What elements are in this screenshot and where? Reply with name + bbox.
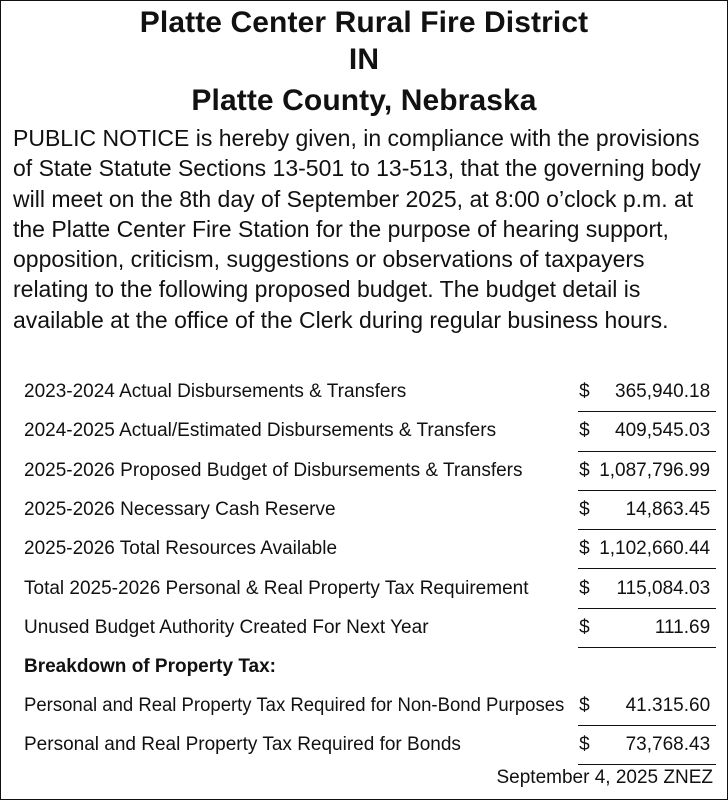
budget-row-label: 2024-2025 Actual/Estimated Disbursements & Transfers bbox=[24, 420, 497, 442]
budget-row bbox=[24, 451, 716, 490]
budget-row bbox=[24, 373, 716, 412]
budget-row-amount: 115,084.03 bbox=[616, 577, 711, 599]
budget-row-label: Total 2025-2026 Personal & Real Property Tax Requirement bbox=[24, 577, 529, 599]
breakdown-row-label: Personal and Real Property Tax Required for Non-Bond Purposes bbox=[24, 694, 565, 716]
budget-row-amount-cell bbox=[578, 569, 716, 608]
breakdown-row-amount: 73,768.43 bbox=[625, 733, 711, 755]
budget-row-amount-cell bbox=[578, 373, 716, 412]
budget-row bbox=[24, 490, 716, 529]
budget-row-amount: 409,545.03 bbox=[615, 420, 711, 442]
budget-row bbox=[24, 530, 716, 569]
currency-symbol: $ bbox=[579, 538, 590, 560]
budget-row bbox=[24, 608, 716, 647]
notice-title-line3: Platte County, Nebraska bbox=[191, 84, 537, 117]
currency-symbol: $ bbox=[579, 499, 590, 521]
budget-row-amount: 111.69 bbox=[654, 616, 711, 638]
budget-row bbox=[24, 412, 716, 451]
budget-row-amount: 365,940.18 bbox=[615, 381, 711, 403]
notice-body: PUBLIC NOTICE is hereby given, in compliance with the provisions of State Statute Sections 13-501 to 13-513, that the governing body will meet on the 8th day of September 2025, at 8:00 o’clock p.m. at the Platte Center Fire Station for the purpose of hearing support, opposition, criticism, suggestions or observations of taxpayers relating to the following proposed budget. The budget detail is available at the office of the Clerk during regular business hours. bbox=[13, 125, 701, 333]
budget-row-label: 2023-2024 Actual Disbursements & Transfers bbox=[24, 381, 407, 403]
breakdown-row-label: Personal and Real Property Tax Required for Bonds bbox=[24, 733, 461, 755]
budget-row-label: 2025-2026 Necessary Cash Reserve bbox=[24, 499, 336, 521]
currency-symbol: $ bbox=[579, 733, 590, 755]
breakdown-row bbox=[24, 686, 716, 725]
currency-symbol: $ bbox=[579, 420, 590, 442]
budget-row-amount-cell bbox=[578, 451, 716, 490]
currency-symbol: $ bbox=[579, 577, 590, 599]
budget-row-amount: 1,087,796.99 bbox=[599, 459, 711, 481]
budget-row-amount-cell bbox=[578, 608, 716, 647]
budget-row-label: Unused Budget Authority Created For Next Year bbox=[24, 616, 429, 638]
breakdown-row bbox=[24, 725, 716, 764]
breakdown-row-amount-cell bbox=[578, 725, 716, 764]
publication-footer: September 4, 2025 ZNEZ bbox=[496, 767, 713, 788]
budget-table bbox=[24, 373, 716, 765]
currency-symbol: $ bbox=[579, 616, 590, 638]
currency-symbol: $ bbox=[579, 459, 590, 481]
currency-symbol: $ bbox=[579, 381, 590, 403]
currency-symbol: $ bbox=[579, 694, 590, 716]
budget-row-amount-cell bbox=[578, 412, 716, 451]
budget-row-amount: 14,863.45 bbox=[625, 499, 711, 521]
breakdown-row-amount-cell bbox=[578, 686, 716, 725]
notice-title-line1: Platte Center Rural Fire District bbox=[139, 6, 589, 39]
budget-row-amount: 1,102,660.44 bbox=[599, 538, 711, 560]
budget-row-label: 2025-2026 Total Resources Available bbox=[24, 538, 338, 560]
budget-row-label: 2025-2026 Proposed Budget of Disbursements & Transfers bbox=[24, 459, 523, 481]
budget-row-amount-cell bbox=[578, 490, 716, 529]
budget-row bbox=[24, 569, 716, 608]
budget-row-amount-cell bbox=[578, 530, 716, 569]
breakdown-row-amount: 41.315.60 bbox=[625, 694, 711, 716]
breakdown-heading: Breakdown of Property Tax: bbox=[24, 655, 276, 677]
breakdown-heading-row bbox=[24, 648, 716, 687]
notice-title-line2: IN bbox=[348, 43, 380, 76]
